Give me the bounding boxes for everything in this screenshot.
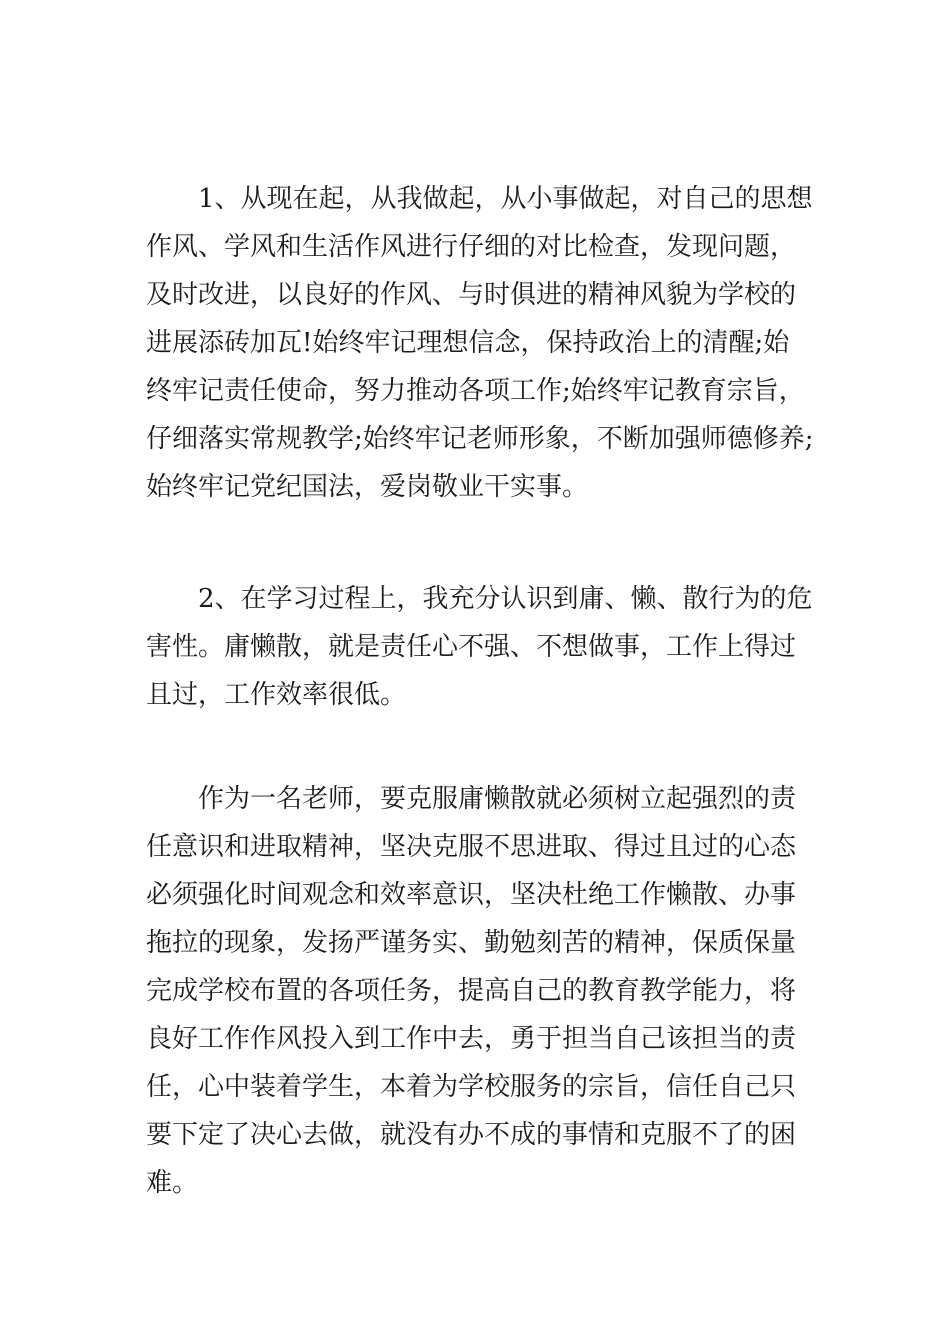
paragraph-line: 难。 bbox=[146, 1168, 199, 1198]
paragraph-3 bbox=[146, 775, 816, 1207]
paragraph-line: 良好工作作风投入到工作中去，勇于担当自己该担当的责 bbox=[146, 1024, 797, 1054]
paragraph-line: 及时改进，以良好的作风、与时俱进的精神风貌为学校的 bbox=[146, 280, 797, 310]
paragraph-1 bbox=[146, 175, 816, 511]
paragraph-line: 始终牢记党纪国法，爱岗敬业干实事。 bbox=[146, 472, 589, 502]
paragraph-line: 必须强化时间观念和效率意识，坚决杜绝工作懒散、办事 bbox=[146, 880, 797, 910]
paragraph-line: 完成学校布置的各项任务，提高自己的教育教学能力，将 bbox=[146, 976, 797, 1006]
paragraph-line: 且过，工作效率很低。 bbox=[146, 680, 407, 710]
paragraph-line: 1、从现在起，从我做起，从小事做起，对自己的思想 bbox=[198, 184, 813, 214]
paragraph-line: 任意识和进取精神，坚决克服不思进取、得过且过的心态 bbox=[146, 832, 797, 862]
paragraph-line: 拖拉的现象，发扬严谨务实、勤勉刻苦的精神，保质保量 bbox=[146, 928, 797, 958]
paragraph-line: 2、在学习过程上，我充分认识到庸、懒、散行为的危 bbox=[198, 584, 813, 614]
paragraph-line: 仔细落实常规教学;始终牢记老师形象，不断加强师德修养; bbox=[146, 424, 814, 454]
paragraph-2 bbox=[146, 575, 816, 719]
paragraph-line: 作风、学风和生活作风进行仔细的对比检查，发现问题， bbox=[146, 232, 797, 262]
paragraph-line: 害性。庸懒散，就是责任心不强、不想做事，工作上得过 bbox=[146, 632, 797, 662]
paragraph-line: 任，心中装着学生，本着为学校服务的宗旨，信任自己只 bbox=[146, 1072, 797, 1102]
paragraph-line: 终牢记责任使命，努力推动各项工作;始终牢记教育宗旨， bbox=[146, 376, 805, 406]
paragraph-line: 要下定了决心去做，就没有办不成的事情和克服不了的困 bbox=[146, 1120, 797, 1150]
paragraph-line: 进展添砖加瓦!始终牢记理想信念，保持政治上的清醒;始 bbox=[146, 328, 790, 358]
paragraph-line: 作为一名老师，要克服庸懒散就必须树立起强烈的责 bbox=[198, 784, 797, 814]
